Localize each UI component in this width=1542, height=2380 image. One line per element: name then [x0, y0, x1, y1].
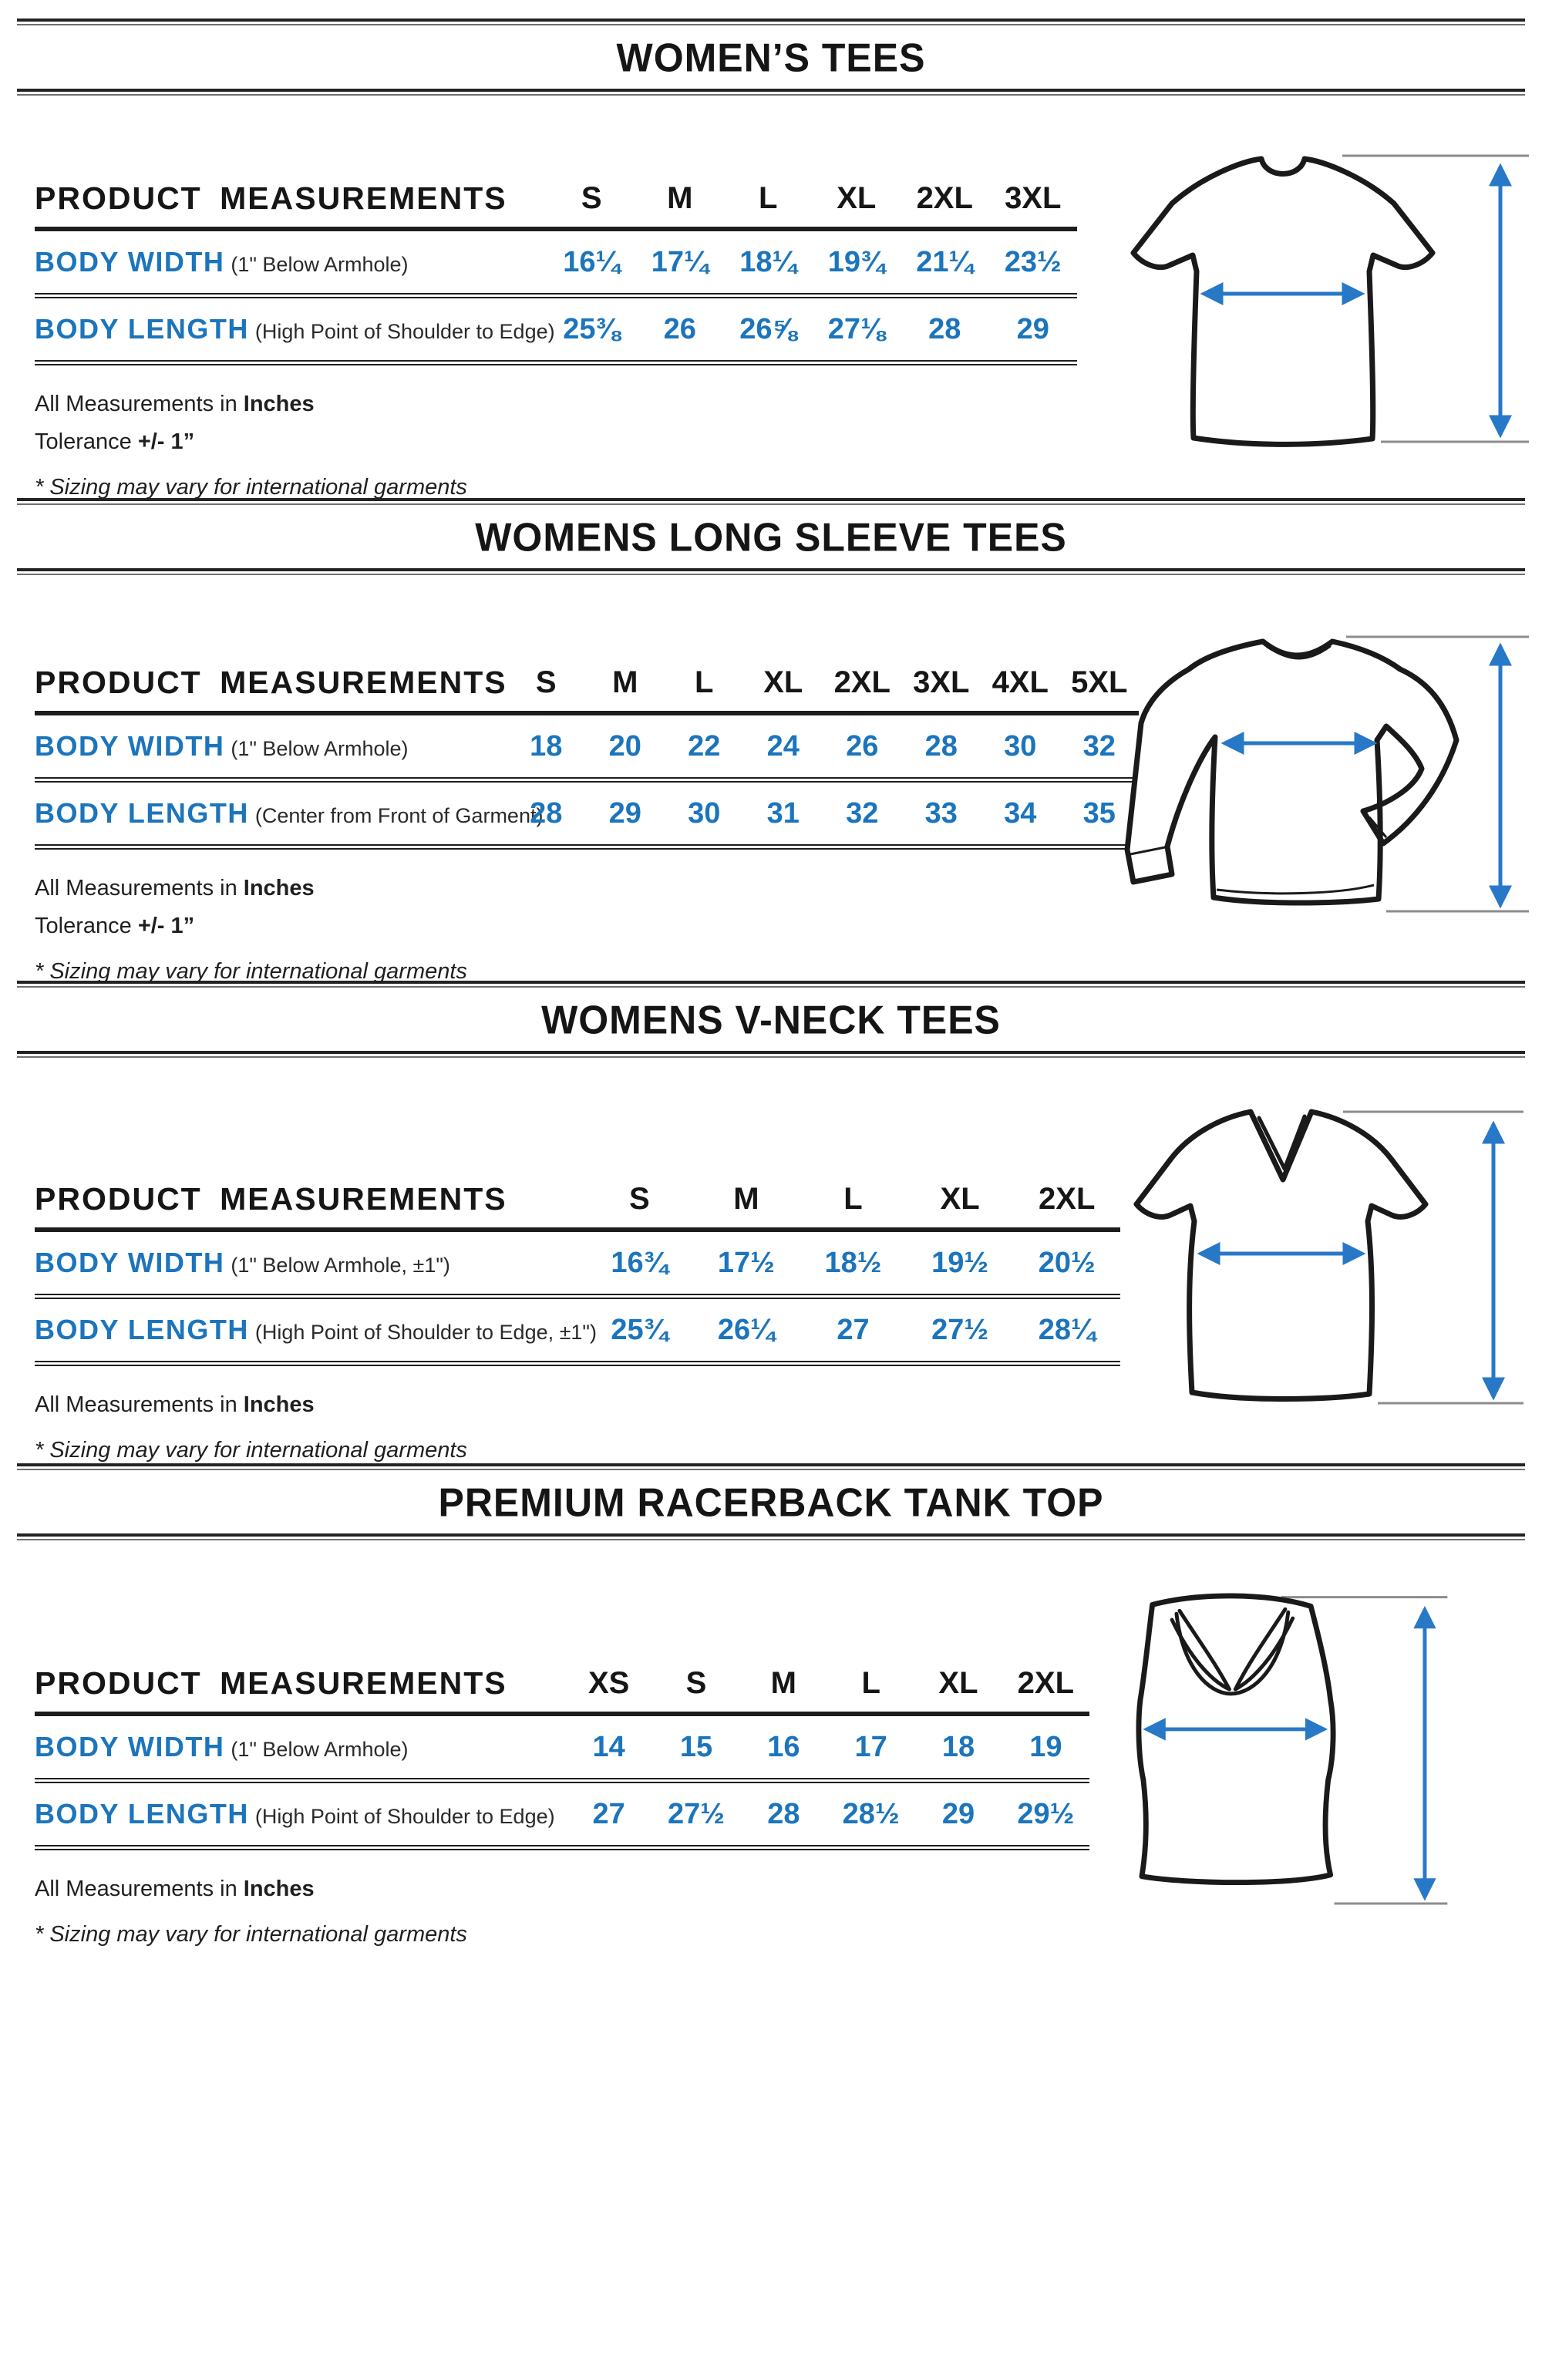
measurement-value: 28¼ [1038, 1313, 1096, 1346]
table-header-row [35, 170, 1077, 231]
measurement-value: 20½ [1038, 1246, 1096, 1279]
sizing-note: * Sizing may vary for international garments [35, 475, 467, 500]
size-column-header: 2XL [833, 665, 891, 699]
row-note: (1" Below Armhole) [231, 737, 409, 760]
measurement-table [35, 1058, 1120, 1366]
body-width-row [35, 1232, 1120, 1299]
measurements-note: All Measurements in Inches [35, 1877, 315, 1901]
size-column-header: 3XL [1005, 180, 1062, 215]
size-column-header: S [685, 1665, 707, 1700]
tolerance-note: Tolerance +/- 1” [35, 914, 195, 938]
row-label: BODY LENGTH [35, 797, 249, 829]
measurement-value: 27⅛ [827, 312, 885, 345]
size-column-header: M [770, 1665, 796, 1700]
body-width-row [35, 231, 1077, 298]
table-header-row [35, 1170, 1120, 1232]
measurement-value: 28½ [842, 1797, 900, 1830]
sizing-note: * Sizing may vary for international garments [35, 959, 467, 984]
measurement-value: 19¾ [827, 245, 885, 278]
row-label: BODY WIDTH [35, 246, 225, 278]
row-label: BODY LENGTH [35, 313, 249, 345]
section-title: PREMIUM RACERBACK TANK TOP [438, 1480, 1104, 1526]
measurement-value: 27½ [668, 1797, 725, 1830]
size-column-header: M [612, 665, 638, 699]
row-label: BODY WIDTH [35, 1247, 225, 1278]
size-column-header: XL [940, 1181, 980, 1216]
table-header-label: PRODUCT MEASUREMENTS [35, 1180, 507, 1217]
row-note: (1" Below Armhole) [231, 253, 409, 276]
measurement-value: 17 [854, 1730, 887, 1763]
measurement-value: 28 [530, 796, 563, 830]
long-sleeve-tee-illustration [1115, 611, 1531, 934]
section-womens-tees [0, 19, 1542, 498]
short-sleeve-tee-illustration [1115, 136, 1531, 460]
measurement-table [35, 1540, 1089, 1850]
section-womens-v-neck-tees [0, 981, 1542, 1463]
table-header-label: PRODUCT MEASUREMENTS [35, 1665, 507, 1701]
size-column-header: XL [938, 1665, 978, 1700]
measurement-value: 28 [924, 729, 958, 762]
measurement-value: 31 [766, 796, 800, 830]
measurement-value: 27½ [931, 1313, 989, 1346]
row-note: (High Point of Shoulder to Edge) [254, 320, 555, 343]
table-header-row [35, 654, 1139, 715]
size-column-header: M [667, 180, 693, 215]
measurement-value: 19½ [931, 1246, 989, 1279]
size-column-header: 3XL [913, 665, 970, 699]
measurement-value: 28 [928, 312, 961, 345]
measurement-value: 26 [846, 729, 879, 762]
measurement-value: 23½ [1004, 245, 1062, 278]
size-column-header: S [628, 1181, 650, 1216]
section-title: WOMENS LONG SLEEVE TEES [475, 514, 1067, 560]
measurement-value: 32 [1082, 729, 1116, 762]
sizing-note: * Sizing may vary for international garments [35, 1922, 467, 1947]
size-column-header: S [535, 665, 557, 699]
racerback-tank-illustration [1104, 1574, 1459, 1914]
measurement-value: 29 [1016, 312, 1049, 345]
size-column-header: M [733, 1181, 759, 1216]
measurement-value: 18 [941, 1730, 975, 1763]
size-column-header: S [581, 180, 602, 215]
measurement-value: 29 [941, 1797, 975, 1830]
measurement-value: 25¾ [611, 1313, 668, 1346]
measurement-value: 30 [1004, 729, 1037, 762]
body-width-row [35, 715, 1139, 783]
row-label: BODY WIDTH [35, 730, 225, 762]
size-column-header: L [861, 1665, 880, 1700]
measurement-value: 29½ [1017, 1797, 1075, 1830]
table-header-label: PRODUCT MEASUREMENTS [35, 664, 507, 700]
measurement-value: 32 [846, 796, 879, 830]
measurement-value: 19 [1029, 1730, 1062, 1763]
section-womens-long-sleeve-tees [0, 498, 1542, 984]
size-column-header: L [843, 1181, 863, 1216]
measurement-value: 24 [766, 729, 800, 762]
size-column-header: L [695, 665, 714, 699]
tolerance-note: Tolerance +/- 1” [35, 429, 195, 454]
measurements-note: All Measurements in Inches [35, 876, 315, 900]
row-note: (1" Below Armhole) [231, 1738, 409, 1761]
measurement-value: 16¾ [611, 1246, 668, 1279]
measurements-note: All Measurements in Inches [35, 392, 315, 416]
size-column-header: L [759, 180, 778, 215]
row-label: BODY LENGTH [35, 1798, 249, 1830]
measurements-note: All Measurements in Inches [35, 1392, 315, 1417]
size-column-header: XL [763, 665, 803, 699]
body-length-row [35, 1783, 1089, 1850]
row-label: BODY LENGTH [35, 1314, 249, 1345]
measurement-value: 16 [767, 1730, 800, 1763]
v-neck-tee-illustration [1112, 1090, 1528, 1414]
size-column-header: XL [837, 180, 877, 215]
measurement-value: 33 [924, 796, 958, 830]
measurement-value: 20 [608, 729, 641, 762]
size-column-header: 2XL [916, 180, 973, 215]
measurement-value: 18¼ [739, 245, 797, 278]
row-label: BODY WIDTH [35, 1731, 225, 1762]
body-length-row [35, 1299, 1120, 1366]
body-width-row [35, 1716, 1089, 1783]
measurement-value: 17½ [717, 1246, 775, 1279]
body-length-row [35, 298, 1077, 365]
measurement-table [35, 575, 1139, 850]
row-note: (High Point of Shoulder to Edge, ±1") [254, 1321, 598, 1344]
size-column-header: XS [588, 1665, 630, 1700]
measurement-value: 35 [1082, 796, 1116, 830]
measurement-value: 26 [663, 312, 696, 345]
measurement-value: 25⅜ [563, 312, 621, 345]
sizing-note: * Sizing may vary for international garments [35, 1438, 467, 1463]
section-title: WOMEN’S TEES [616, 35, 926, 81]
measurement-table [35, 96, 1077, 365]
body-length-row [35, 783, 1139, 850]
section-title: WOMENS V-NECK TEES [541, 997, 1001, 1043]
measurement-value: 30 [688, 796, 721, 830]
size-column-header: 2XL [1039, 1181, 1096, 1216]
measurement-value: 22 [688, 729, 721, 762]
size-column-header: 5XL [1071, 665, 1128, 699]
measurement-value: 21¼ [916, 245, 974, 278]
measurement-value: 26⅝ [739, 312, 797, 345]
table-header-label: PRODUCT MEASUREMENTS [35, 180, 507, 216]
row-note: (High Point of Shoulder to Edge) [254, 1805, 555, 1828]
row-note: (Center from Front of Garment) [254, 804, 544, 827]
size-column-header: 4XL [992, 665, 1049, 699]
measurement-value: 17¼ [651, 245, 709, 278]
measurement-value: 16¼ [563, 245, 621, 278]
measurement-value: 28 [767, 1797, 800, 1830]
row-note: (1" Below Armhole, ±1") [231, 1254, 450, 1277]
measurement-value: 29 [608, 796, 641, 830]
measurement-value: 18½ [824, 1246, 882, 1279]
size-column-header: 2XL [1017, 1665, 1074, 1700]
measurement-value: 14 [592, 1730, 625, 1763]
table-header-row [35, 1655, 1089, 1716]
measurement-value: 26¼ [717, 1313, 775, 1346]
measurement-value: 27 [592, 1797, 625, 1830]
measurement-value: 27 [837, 1313, 870, 1346]
measurement-value: 34 [1004, 796, 1037, 830]
measurement-value: 15 [679, 1730, 713, 1763]
measurement-value: 18 [530, 729, 563, 762]
section-premium-racerback-tank-top [0, 1463, 1542, 2080]
